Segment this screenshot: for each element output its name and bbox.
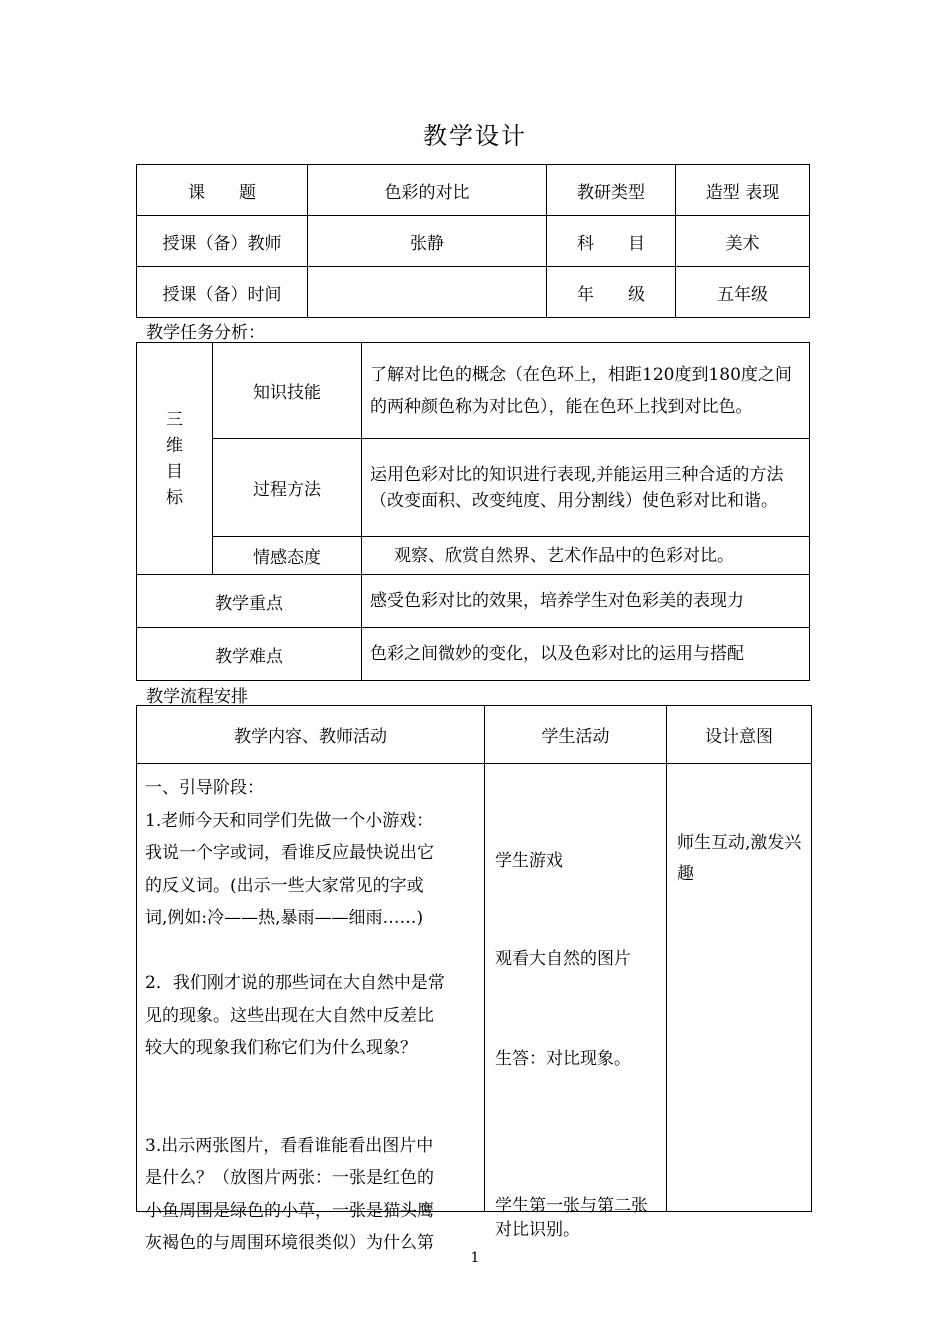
student-activity-2: 观看大自然的图片: [495, 949, 631, 969]
task-analysis-caption: 教学任务分析：: [146, 323, 265, 343]
flow-header-student: 学生活动: [485, 706, 667, 764]
subject-value: 美术: [676, 216, 810, 267]
teacher-activity-text: [145, 772, 480, 1260]
flow-header-content: 教学内容、教师活动: [137, 706, 485, 764]
content-line: 较大的现象我们称它们为什么现象？: [145, 1038, 417, 1058]
content-line: 的反义词。(出示一些大家常见的字或: [145, 875, 424, 896]
key-point-text: 感受色彩对比的效果，培养学生对色彩美的表现力: [362, 575, 810, 628]
info-table: [136, 164, 810, 318]
page-number: 1: [470, 1250, 480, 1266]
content-line: 2．我们刚才说的那些词在大自然中是常: [145, 973, 445, 993]
goals-table: [136, 342, 810, 681]
difficult-point-text: 色彩之间微妙的变化，以及色彩对比的运用与搭配: [362, 628, 810, 681]
research-type-value: 造型 表现: [676, 165, 810, 216]
emotion-text: 观察、欣赏自然界、艺术作品中的色彩对比。: [362, 537, 810, 575]
content-line: 我说一个字或词，看谁反应最快说出它: [145, 843, 434, 863]
content-line: 1.老师今天和同学们先做一个小游戏：: [145, 810, 434, 831]
time-label: 授课（备）时间: [137, 267, 308, 318]
goal-label-char: 维: [166, 435, 183, 456]
emotion-label: 情感态度: [213, 537, 362, 575]
process-label: 过程方法: [213, 439, 362, 537]
flow-header-intent: 设计意图: [667, 706, 812, 764]
student-activity-3: 生答：对比现象。: [495, 1049, 631, 1069]
flow-caption: 教学流程安排: [146, 687, 248, 707]
design-intent-1: 师生互动,激发兴趣: [677, 833, 802, 884]
content-line: [145, 1097, 480, 1130]
flow-content-cell: [137, 764, 485, 1253]
content-line: 3.出示两张图片，看看谁能看出图片中: [145, 1135, 434, 1156]
three-dimension-goals-label: [137, 343, 213, 575]
page-title: 教学设计: [423, 122, 527, 150]
grade-value: 五年级: [676, 267, 810, 318]
difficult-point-label: 教学难点: [137, 628, 362, 681]
content-line: 灰褐色的与周围环境很类似）为什么第: [145, 1233, 434, 1253]
time-value: [308, 267, 547, 318]
knowledge-text: 了解对比色的概念（在色环上，相距120度到180度之间的两种颜色称为对比色），能在色环上找到对比色。: [362, 343, 810, 439]
topic-label: 课 题: [137, 165, 308, 216]
content-line: 一、引导阶段：: [145, 778, 264, 798]
topic-value: 色彩的对比: [308, 165, 547, 216]
content-line: [145, 935, 480, 968]
process-text: 运用色彩对比的知识进行表现,并能运用三种合适的方法（改变面积、改变纯度、用分割线）使色彩对比和谐。: [362, 439, 810, 537]
content-line: 小鱼周围是绿色的小草，一张是猫头鹰: [145, 1200, 434, 1221]
grade-label: 年 级: [547, 267, 676, 318]
teacher-value: 张静: [308, 216, 547, 267]
content-line: 是什么？（放图片两张：一张是红色的: [145, 1168, 434, 1188]
subject-label: 科 目: [547, 216, 676, 267]
content-line: 见的现象。这些出现在大自然中反差比: [145, 1005, 434, 1026]
flow-student-cell: [485, 764, 667, 1240]
student-activity-4: 学生第一张与第二张对比识别。: [495, 1196, 648, 1240]
research-type-label: 教研类型: [547, 165, 676, 216]
flow-intent-cell: [667, 764, 812, 1212]
content-line: 词,例如:冷——热,暴雨——细雨……): [145, 908, 424, 928]
content-line: [145, 1065, 480, 1098]
goal-label-char: 标: [166, 487, 183, 508]
goal-label-char: 目: [166, 461, 183, 482]
key-point-label: 教学重点: [137, 575, 362, 628]
goal-label-char: 三: [166, 409, 183, 430]
student-activity-1: 学生游戏: [495, 851, 563, 871]
teacher-label: 授课（备）教师: [137, 216, 308, 267]
knowledge-label: 知识技能: [213, 343, 362, 439]
flow-table: [136, 705, 812, 1253]
